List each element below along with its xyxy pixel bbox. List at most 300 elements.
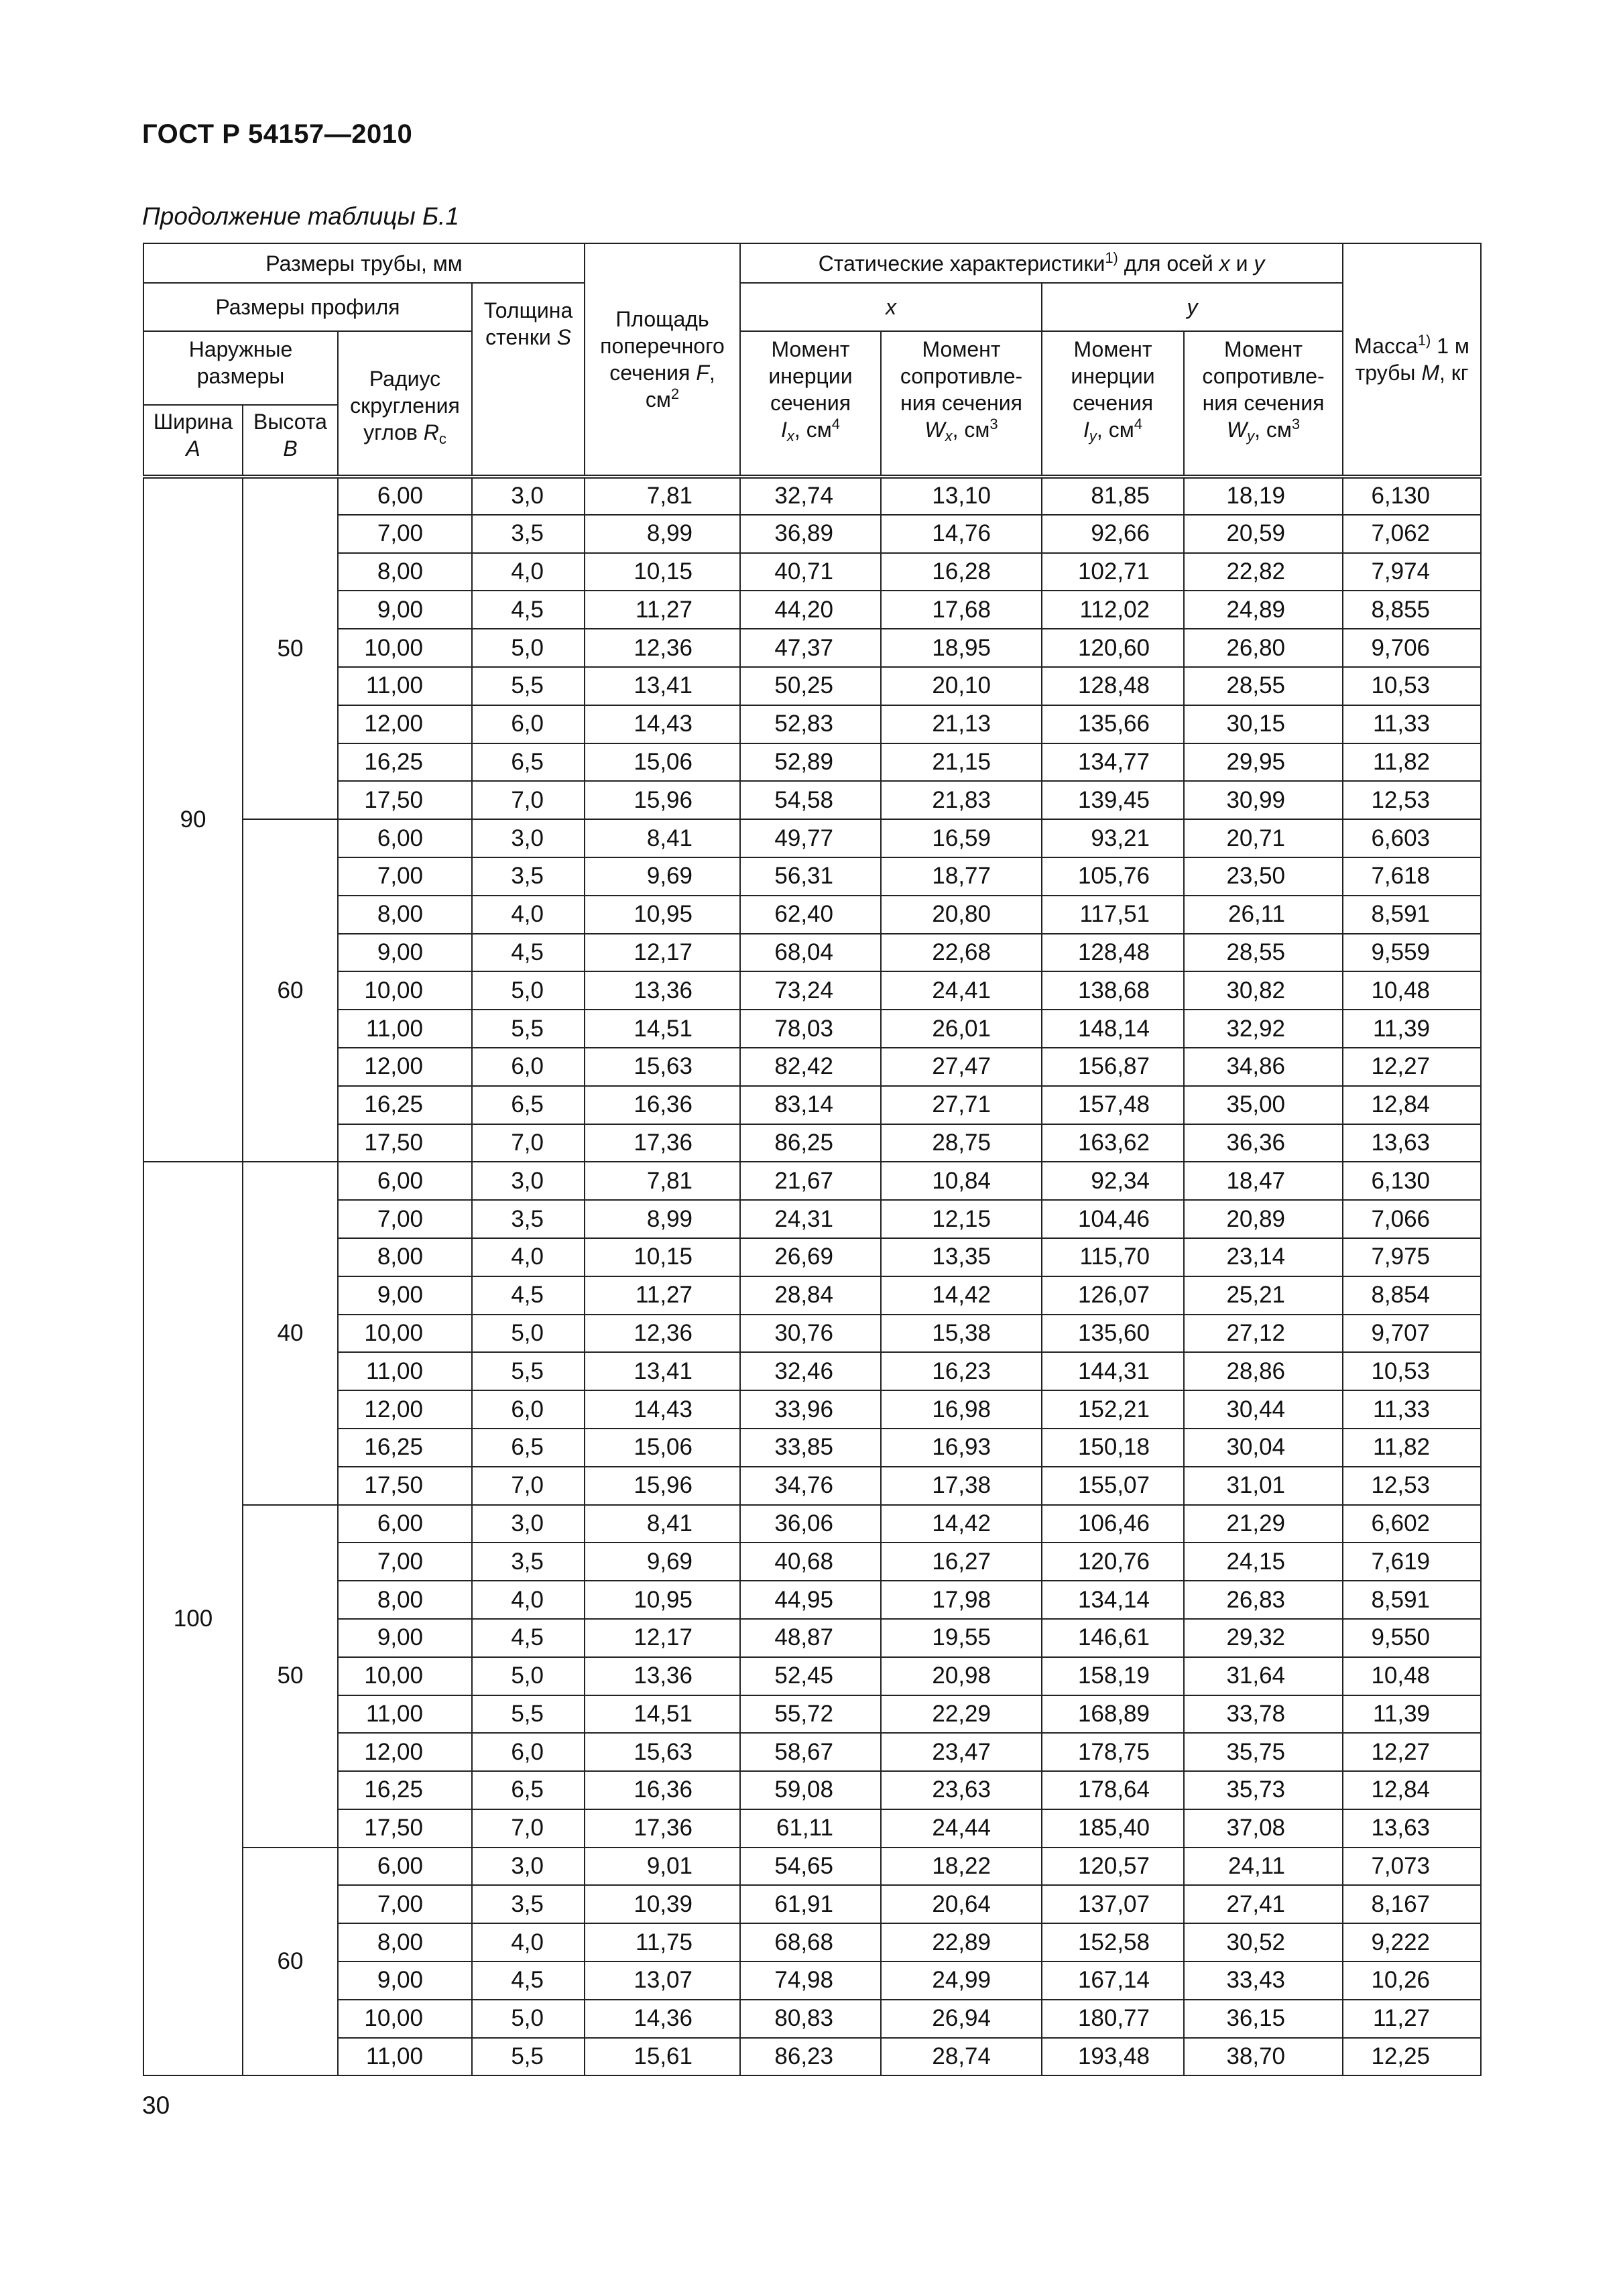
moment-inertia-x-cell: 52,83	[740, 705, 881, 743]
mass-cell: 10,26	[1343, 1961, 1481, 2000]
moment-inertia-y-cell: 168,89	[1042, 1695, 1184, 1734]
corner-radius-cell: 10,00	[338, 1315, 472, 1353]
table-row	[143, 1352, 1481, 1390]
moment-inertia-y-cell: 135,60	[1042, 1315, 1184, 1353]
moment-resistance-x-cell: 27,71	[881, 1086, 1042, 1124]
wall-thickness-cell: 6,0	[472, 1048, 585, 1086]
moment-resistance-y-cell: 35,73	[1184, 1771, 1343, 1809]
moment-resistance-x-cell: 18,22	[881, 1848, 1042, 1886]
moment-resistance-y-cell: 30,82	[1184, 971, 1343, 1010]
area-cell: 9,69	[585, 857, 740, 896]
area-cell: 16,36	[585, 1086, 740, 1124]
header-pipe-sizes: Размеры трубы, мм	[143, 243, 585, 283]
corner-radius-cell: 17,50	[338, 1467, 472, 1505]
moment-resistance-y-cell: 25,21	[1184, 1276, 1343, 1315]
moment-resistance-x-cell: 23,47	[881, 1733, 1042, 1771]
table-row	[143, 1238, 1481, 1276]
mass-cell: 10,53	[1343, 667, 1481, 705]
table-row	[143, 1581, 1481, 1619]
table-row	[143, 1961, 1481, 2000]
wall-thickness-cell: 5,0	[472, 1315, 585, 1353]
table-row	[143, 477, 1481, 515]
area-cell: 12,17	[585, 934, 740, 972]
moment-inertia-y-cell: 146,61	[1042, 1619, 1184, 1657]
header-height: Высота B	[243, 405, 338, 477]
moment-resistance-x-cell: 26,01	[881, 1010, 1042, 1048]
table-row	[143, 515, 1481, 553]
moment-resistance-x-cell: 13,35	[881, 1238, 1042, 1276]
moment-inertia-x-cell: 40,71	[740, 553, 881, 591]
moment-resistance-y-cell: 35,75	[1184, 1733, 1343, 1771]
corner-radius-cell: 9,00	[338, 591, 472, 629]
moment-resistance-x-cell: 16,93	[881, 1429, 1042, 1467]
moment-inertia-x-cell: 56,31	[740, 857, 881, 896]
corner-radius-cell: 10,00	[338, 1657, 472, 1695]
header-mass: Масса$^{1)}$ 1 м трубы M, кг	[1343, 243, 1481, 477]
profile-pipe-table	[143, 243, 1482, 2076]
page-number: 30	[142, 2092, 170, 2119]
moment-resistance-y-cell: 26,11	[1184, 896, 1343, 934]
moment-inertia-y-cell: 156,87	[1042, 1048, 1184, 1086]
moment-resistance-y-cell: 36,15	[1184, 2000, 1343, 2038]
moment-inertia-x-cell: 36,06	[740, 1505, 881, 1543]
corner-radius-cell: 11,00	[338, 1010, 472, 1048]
corner-radius-cell: 8,00	[338, 1923, 472, 1961]
mass-cell: 8,854	[1343, 1276, 1481, 1315]
moment-inertia-x-cell: 47,37	[740, 629, 881, 667]
moment-resistance-y-cell: 28,55	[1184, 934, 1343, 972]
corner-radius-cell: 7,00	[338, 515, 472, 553]
moment-inertia-y-cell: 180,77	[1042, 2000, 1184, 2038]
moment-resistance-y-cell: 30,04	[1184, 1429, 1343, 1467]
table-row	[143, 553, 1481, 591]
moment-resistance-y-cell: 18,47	[1184, 1162, 1343, 1200]
width-cell: 90	[143, 477, 243, 1162]
table-header	[143, 243, 1481, 477]
wall-thickness-cell: 6,0	[472, 1390, 585, 1429]
area-cell: 15,63	[585, 1733, 740, 1771]
moment-inertia-x-cell: 40,68	[740, 1543, 881, 1581]
header-axis-y: y	[1042, 283, 1343, 331]
moment-resistance-y-cell: 30,52	[1184, 1923, 1343, 1961]
wall-thickness-cell: 4,5	[472, 1276, 585, 1315]
moment-inertia-y-cell: 134,77	[1042, 743, 1184, 782]
moment-inertia-y-cell: 193,48	[1042, 2038, 1184, 2076]
table-row	[143, 971, 1481, 1010]
moment-resistance-x-cell: 24,44	[881, 1809, 1042, 1848]
area-cell: 10,95	[585, 896, 740, 934]
moment-inertia-x-cell: 26,69	[740, 1238, 881, 1276]
header-moment-resistance-x: Момент сопротивле-ния сечения $W_x$, $см^3$	[881, 331, 1042, 477]
wall-thickness-cell: 5,0	[472, 629, 585, 667]
moment-resistance-x-cell: 20,64	[881, 1885, 1042, 1923]
wall-thickness-cell: 4,0	[472, 896, 585, 934]
wall-thickness-cell: 4,0	[472, 553, 585, 591]
moment-resistance-y-cell: 28,55	[1184, 667, 1343, 705]
wall-thickness-cell: 4,0	[472, 1581, 585, 1619]
moment-resistance-y-cell: 27,41	[1184, 1885, 1343, 1923]
area-cell: 12,36	[585, 1315, 740, 1353]
moment-inertia-y-cell: 152,21	[1042, 1390, 1184, 1429]
moment-inertia-x-cell: 68,68	[740, 1923, 881, 1961]
moment-resistance-y-cell: 31,01	[1184, 1467, 1343, 1505]
table-row	[143, 934, 1481, 972]
moment-inertia-x-cell: 61,91	[740, 1885, 881, 1923]
moment-inertia-x-cell: 52,45	[740, 1657, 881, 1695]
area-cell: 8,99	[585, 515, 740, 553]
wall-thickness-cell: 6,5	[472, 1086, 585, 1124]
moment-inertia-x-cell: 59,08	[740, 1771, 881, 1809]
moment-resistance-y-cell: 27,12	[1184, 1315, 1343, 1353]
moment-resistance-y-cell: 31,64	[1184, 1657, 1343, 1695]
moment-resistance-x-cell: 14,42	[881, 1276, 1042, 1315]
moment-inertia-x-cell: 54,65	[740, 1848, 881, 1886]
wall-thickness-cell: 6,5	[472, 1771, 585, 1809]
height-cell: 40	[243, 1162, 338, 1504]
corner-radius-cell: 16,25	[338, 1429, 472, 1467]
moment-resistance-y-cell: 28,86	[1184, 1352, 1343, 1390]
header-profile-sizes: Размеры профиля	[143, 283, 472, 331]
table-body	[143, 477, 1481, 2075]
moment-resistance-y-cell: 20,89	[1184, 1200, 1343, 1238]
wall-thickness-cell: 4,0	[472, 1238, 585, 1276]
wall-thickness-cell: 5,5	[472, 1695, 585, 1734]
table-row	[143, 1848, 1481, 1886]
mass-cell: 7,619	[1343, 1543, 1481, 1581]
moment-resistance-y-cell: 26,80	[1184, 629, 1343, 667]
moment-resistance-y-cell: 24,15	[1184, 1543, 1343, 1581]
corner-radius-cell: 8,00	[338, 1581, 472, 1619]
document-title: ГОСТ Р 54157—2010	[142, 119, 413, 149]
moment-resistance-x-cell: 10,84	[881, 1162, 1042, 1200]
header-static-characteristics: Статические характеристики$^{1)}$ для осей x и y	[740, 243, 1343, 283]
moment-resistance-y-cell: 20,71	[1184, 819, 1343, 857]
corner-radius-cell: 12,00	[338, 1048, 472, 1086]
wall-thickness-cell: 3,5	[472, 515, 585, 553]
table-row	[143, 1771, 1481, 1809]
moment-inertia-x-cell: 58,67	[740, 1733, 881, 1771]
area-cell: 13,36	[585, 971, 740, 1010]
moment-inertia-x-cell: 82,42	[740, 1048, 881, 1086]
moment-resistance-y-cell: 33,43	[1184, 1961, 1343, 2000]
area-cell: 11,27	[585, 591, 740, 629]
moment-resistance-x-cell: 21,13	[881, 705, 1042, 743]
wall-thickness-cell: 6,0	[472, 705, 585, 743]
wall-thickness-cell: 7,0	[472, 1467, 585, 1505]
moment-inertia-x-cell: 44,95	[740, 1581, 881, 1619]
wall-thickness-cell: 6,5	[472, 743, 585, 782]
corner-radius-cell: 12,00	[338, 1733, 472, 1771]
corner-radius-cell: 11,00	[338, 2038, 472, 2076]
moment-resistance-y-cell: 29,95	[1184, 743, 1343, 782]
table-row	[143, 1467, 1481, 1505]
moment-inertia-x-cell: 73,24	[740, 971, 881, 1010]
moment-resistance-x-cell: 16,28	[881, 553, 1042, 591]
moment-resistance-x-cell: 27,47	[881, 1048, 1042, 1086]
moment-inertia-y-cell: 126,07	[1042, 1276, 1184, 1315]
moment-inertia-y-cell: 105,76	[1042, 857, 1184, 896]
moment-resistance-x-cell: 20,10	[881, 667, 1042, 705]
mass-cell: 11,39	[1343, 1010, 1481, 1048]
moment-resistance-x-cell: 13,10	[881, 477, 1042, 515]
table-row	[143, 1315, 1481, 1353]
corner-radius-cell: 11,00	[338, 1695, 472, 1734]
height-cell: 60	[243, 1848, 338, 2076]
wall-thickness-cell: 3,0	[472, 1505, 585, 1543]
moment-inertia-y-cell: 158,19	[1042, 1657, 1184, 1695]
table-row	[143, 1390, 1481, 1429]
area-cell: 13,36	[585, 1657, 740, 1695]
moment-inertia-y-cell: 152,58	[1042, 1923, 1184, 1961]
area-cell: 13,07	[585, 1961, 740, 2000]
moment-resistance-x-cell: 18,95	[881, 629, 1042, 667]
wall-thickness-cell: 5,0	[472, 971, 585, 1010]
moment-resistance-y-cell: 33,78	[1184, 1695, 1343, 1734]
moment-resistance-y-cell: 22,82	[1184, 553, 1343, 591]
mass-cell: 7,618	[1343, 857, 1481, 896]
table-row	[143, 1923, 1481, 1961]
table-row	[143, 1086, 1481, 1124]
moment-resistance-x-cell: 16,23	[881, 1352, 1042, 1390]
moment-resistance-y-cell: 37,08	[1184, 1809, 1343, 1848]
table-row	[143, 1429, 1481, 1467]
area-cell: 15,63	[585, 1048, 740, 1086]
moment-resistance-x-cell: 24,41	[881, 971, 1042, 1010]
moment-inertia-x-cell: 62,40	[740, 896, 881, 934]
corner-radius-cell: 10,00	[338, 971, 472, 1010]
moment-inertia-x-cell: 74,98	[740, 1961, 881, 2000]
corner-radius-cell: 16,25	[338, 743, 472, 782]
wall-thickness-cell: 7,0	[472, 781, 585, 819]
moment-inertia-x-cell: 49,77	[740, 819, 881, 857]
moment-inertia-y-cell: 178,75	[1042, 1733, 1184, 1771]
wall-thickness-cell: 5,5	[472, 1352, 585, 1390]
area-cell: 15,06	[585, 743, 740, 782]
moment-resistance-x-cell: 19,55	[881, 1619, 1042, 1657]
corner-radius-cell: 7,00	[338, 1885, 472, 1923]
area-cell: 7,81	[585, 1162, 740, 1200]
moment-inertia-y-cell: 106,46	[1042, 1505, 1184, 1543]
area-cell: 10,15	[585, 553, 740, 591]
header-corner-radius: Радиус скругления углов $R_c$	[338, 331, 472, 477]
wall-thickness-cell: 5,0	[472, 1657, 585, 1695]
moment-resistance-y-cell: 23,14	[1184, 1238, 1343, 1276]
mass-cell: 9,559	[1343, 934, 1481, 972]
moment-inertia-x-cell: 32,46	[740, 1352, 881, 1390]
moment-inertia-y-cell: 120,57	[1042, 1848, 1184, 1886]
area-cell: 15,96	[585, 1467, 740, 1505]
mass-cell: 7,073	[1343, 1848, 1481, 1886]
table-row	[143, 1162, 1481, 1200]
table-row	[143, 743, 1481, 782]
height-cell: 60	[243, 819, 338, 1162]
mass-cell: 9,707	[1343, 1315, 1481, 1353]
corner-radius-cell: 9,00	[338, 934, 472, 972]
moment-resistance-x-cell: 21,15	[881, 743, 1042, 782]
moment-inertia-y-cell: 148,14	[1042, 1010, 1184, 1048]
wall-thickness-cell: 3,5	[472, 1885, 585, 1923]
mass-cell: 7,975	[1343, 1238, 1481, 1276]
area-cell: 8,99	[585, 1200, 740, 1238]
moment-inertia-y-cell: 135,66	[1042, 705, 1184, 743]
area-cell: 12,36	[585, 629, 740, 667]
mass-cell: 12,27	[1343, 1733, 1481, 1771]
corner-radius-cell: 12,00	[338, 705, 472, 743]
moment-resistance-x-cell: 17,68	[881, 591, 1042, 629]
mass-cell: 12,84	[1343, 1086, 1481, 1124]
table-row	[143, 1543, 1481, 1581]
moment-resistance-x-cell: 23,63	[881, 1771, 1042, 1809]
corner-radius-cell: 16,25	[338, 1086, 472, 1124]
area-cell: 11,27	[585, 1276, 740, 1315]
wall-thickness-cell: 3,0	[472, 1162, 585, 1200]
area-cell: 16,36	[585, 1771, 740, 1809]
moment-resistance-y-cell: 26,83	[1184, 1581, 1343, 1619]
mass-cell: 8,855	[1343, 591, 1481, 629]
moment-inertia-y-cell: 102,71	[1042, 553, 1184, 591]
wall-thickness-cell: 3,0	[472, 477, 585, 515]
area-cell: 10,39	[585, 1885, 740, 1923]
moment-inertia-x-cell: 78,03	[740, 1010, 881, 1048]
moment-resistance-y-cell: 20,59	[1184, 515, 1343, 553]
moment-inertia-x-cell: 50,25	[740, 667, 881, 705]
moment-resistance-y-cell: 30,99	[1184, 781, 1343, 819]
wall-thickness-cell: 3,5	[472, 1200, 585, 1238]
corner-radius-cell: 9,00	[338, 1961, 472, 2000]
table-row	[143, 1124, 1481, 1162]
moment-inertia-x-cell: 54,58	[740, 781, 881, 819]
table-row	[143, 781, 1481, 819]
corner-radius-cell: 6,00	[338, 1848, 472, 1886]
moment-inertia-y-cell: 93,21	[1042, 819, 1184, 857]
corner-radius-cell: 6,00	[338, 1505, 472, 1543]
area-cell: 8,41	[585, 819, 740, 857]
table-row	[143, 1276, 1481, 1315]
area-cell: 17,36	[585, 1809, 740, 1848]
moment-resistance-x-cell: 22,68	[881, 934, 1042, 972]
moment-resistance-x-cell: 20,80	[881, 896, 1042, 934]
table-row	[143, 1733, 1481, 1771]
moment-resistance-x-cell: 12,15	[881, 1200, 1042, 1238]
corner-radius-cell: 9,00	[338, 1619, 472, 1657]
moment-inertia-x-cell: 61,11	[740, 1809, 881, 1848]
corner-radius-cell: 6,00	[338, 477, 472, 515]
moment-inertia-y-cell: 155,07	[1042, 1467, 1184, 1505]
mass-cell: 12,27	[1343, 1048, 1481, 1086]
corner-radius-cell: 8,00	[338, 1238, 472, 1276]
header-wall-thickness: Толщина стенки S	[472, 283, 585, 477]
table-row	[143, 667, 1481, 705]
moment-resistance-x-cell: 22,89	[881, 1923, 1042, 1961]
moment-resistance-x-cell: 14,76	[881, 515, 1042, 553]
header-outer-sizes: Наружные размеры	[143, 331, 338, 405]
mass-cell: 12,25	[1343, 2038, 1481, 2076]
table-row	[143, 896, 1481, 934]
mass-cell: 13,63	[1343, 1809, 1481, 1848]
mass-cell: 7,974	[1343, 553, 1481, 591]
moment-inertia-y-cell: 167,14	[1042, 1961, 1184, 2000]
table-row	[143, 591, 1481, 629]
area-cell: 7,81	[585, 477, 740, 515]
moment-inertia-x-cell: 44,20	[740, 591, 881, 629]
corner-radius-cell: 6,00	[338, 1162, 472, 1200]
moment-inertia-x-cell: 48,87	[740, 1619, 881, 1657]
moment-inertia-y-cell: 178,64	[1042, 1771, 1184, 1809]
moment-inertia-y-cell: 185,40	[1042, 1809, 1184, 1848]
moment-inertia-x-cell: 68,04	[740, 934, 881, 972]
table-row	[143, 2000, 1481, 2038]
moment-inertia-y-cell: 120,60	[1042, 629, 1184, 667]
moment-resistance-y-cell: 38,70	[1184, 2038, 1343, 2076]
area-cell: 10,95	[585, 1581, 740, 1619]
mass-cell: 8,591	[1343, 896, 1481, 934]
table-row	[143, 1809, 1481, 1848]
moment-inertia-y-cell: 128,48	[1042, 934, 1184, 972]
table-row	[143, 1657, 1481, 1695]
moment-resistance-x-cell: 22,29	[881, 1695, 1042, 1734]
moment-resistance-x-cell: 17,98	[881, 1581, 1042, 1619]
moment-resistance-x-cell: 24,99	[881, 1961, 1042, 2000]
wall-thickness-cell: 7,0	[472, 1809, 585, 1848]
mass-cell: 11,33	[1343, 705, 1481, 743]
moment-inertia-x-cell: 33,96	[740, 1390, 881, 1429]
area-cell: 15,06	[585, 1429, 740, 1467]
area-cell: 14,43	[585, 705, 740, 743]
moment-inertia-x-cell: 36,89	[740, 515, 881, 553]
wall-thickness-cell: 4,5	[472, 1619, 585, 1657]
moment-resistance-y-cell: 24,89	[1184, 591, 1343, 629]
area-cell: 9,69	[585, 1543, 740, 1581]
area-cell: 13,41	[585, 1352, 740, 1390]
table-row	[143, 629, 1481, 667]
moment-resistance-y-cell: 32,92	[1184, 1010, 1343, 1048]
moment-resistance-x-cell: 16,98	[881, 1390, 1042, 1429]
moment-resistance-y-cell: 18,19	[1184, 477, 1343, 515]
area-cell: 11,75	[585, 1923, 740, 1961]
moment-resistance-x-cell: 16,27	[881, 1543, 1042, 1581]
area-cell: 14,51	[585, 1695, 740, 1734]
moment-resistance-x-cell: 28,74	[881, 2038, 1042, 2076]
area-cell: 10,15	[585, 1238, 740, 1276]
moment-resistance-y-cell: 35,00	[1184, 1086, 1343, 1124]
wall-thickness-cell: 4,5	[472, 1961, 585, 2000]
area-cell: 12,17	[585, 1619, 740, 1657]
table-row	[143, 705, 1481, 743]
moment-inertia-y-cell: 120,76	[1042, 1543, 1184, 1581]
moment-resistance-x-cell: 21,83	[881, 781, 1042, 819]
corner-radius-cell: 16,25	[338, 1771, 472, 1809]
area-cell: 14,51	[585, 1010, 740, 1048]
moment-inertia-y-cell: 139,45	[1042, 781, 1184, 819]
mass-cell: 12,53	[1343, 781, 1481, 819]
table-caption: Продолжение таблицы Б.1	[142, 202, 459, 230]
mass-cell: 10,48	[1343, 971, 1481, 1010]
area-cell: 13,41	[585, 667, 740, 705]
moment-inertia-y-cell: 163,62	[1042, 1124, 1184, 1162]
mass-cell: 11,82	[1343, 743, 1481, 782]
corner-radius-cell: 17,50	[338, 1809, 472, 1848]
moment-inertia-y-cell: 92,34	[1042, 1162, 1184, 1200]
mass-cell: 12,53	[1343, 1467, 1481, 1505]
moment-inertia-y-cell: 104,46	[1042, 1200, 1184, 1238]
header-axis-x: x	[740, 283, 1042, 331]
header-moment-resistance-y: Момент сопротивле-ния сечения $W_y$, $см^3$	[1184, 331, 1343, 477]
header-moment-inertia-y: Момент инерции сечения $I_y$, $см^4$	[1042, 331, 1184, 477]
table-row	[143, 1619, 1481, 1657]
mass-cell: 11,33	[1343, 1390, 1481, 1429]
mass-cell: 11,27	[1343, 2000, 1481, 2038]
moment-inertia-y-cell: 112,02	[1042, 591, 1184, 629]
